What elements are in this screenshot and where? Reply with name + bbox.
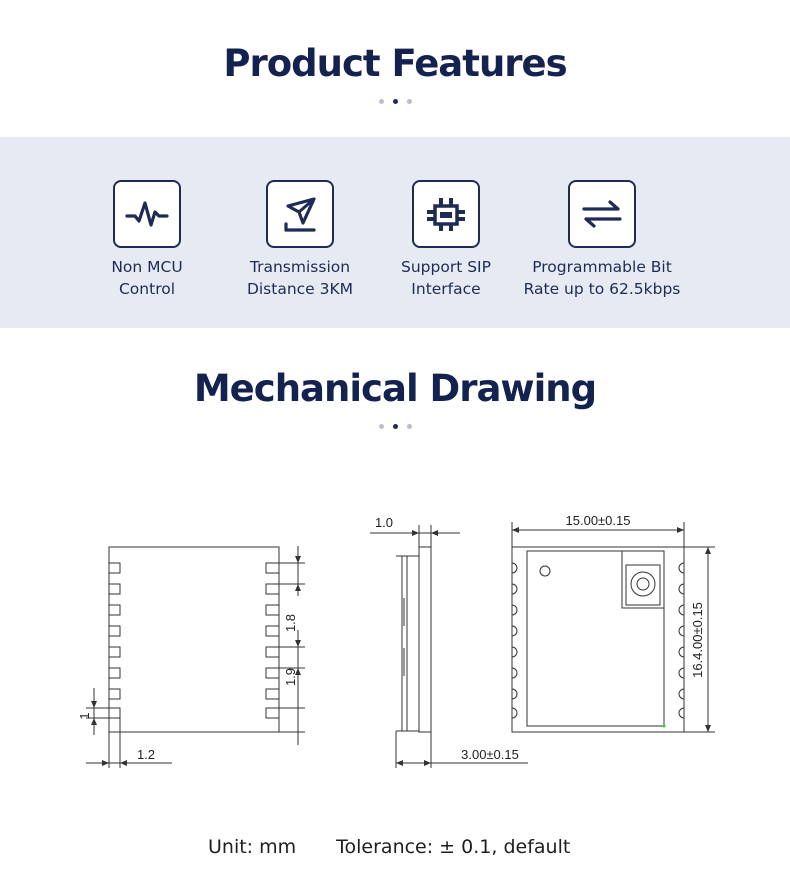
feature-label-line2: Rate up to 62.5kbps (523, 280, 681, 298)
dim-pitch-a: 1.8 (283, 613, 298, 633)
mechanical-drawing (0, 490, 790, 790)
feature-label-line1: Non MCU (111, 258, 183, 276)
waveform-icon (113, 180, 181, 248)
feature-bitrate (507, 180, 697, 300)
feature-label-line1: Support SIP (401, 258, 491, 276)
tolerance-text: Tolerance: ± 0.1, default (336, 836, 571, 858)
send-arrow-icon (266, 180, 334, 248)
features-band (0, 137, 790, 328)
product-features-title: Product Features (223, 42, 567, 85)
dim-pin-edge: 1.2 (136, 747, 156, 762)
dim-pitch-b: 1.9 (283, 667, 298, 687)
feature-transmission (215, 180, 385, 300)
dim-width: 15.00±0.15 (565, 513, 631, 528)
title-divider-dots (0, 424, 790, 429)
dim-height: 16.4.00±0.15 (690, 602, 705, 678)
dim-pin-height: 1 (77, 712, 92, 720)
feature-non-mcu (62, 180, 232, 300)
feature-sip (361, 180, 531, 300)
feature-label-line2: Distance 3KM (246, 280, 354, 298)
feature-label-line1: Programmable Bit (532, 258, 672, 276)
mechanical-drawing-title: Mechanical Drawing (193, 367, 597, 410)
left-pads (109, 563, 120, 718)
swap-arrows-icon (568, 180, 636, 248)
footer-note (208, 836, 570, 858)
dim-side-width: 3.00±0.15 (461, 747, 519, 762)
chip-icon (412, 180, 480, 248)
dim-thickness: 1.0 (374, 515, 394, 530)
feature-label-line2: Interface (411, 280, 481, 298)
feature-label-line2: Control (118, 280, 176, 298)
unit-text: Unit: mm (208, 836, 297, 858)
feature-label-line1: Transmission (249, 258, 351, 276)
title-divider-dots (0, 99, 790, 104)
